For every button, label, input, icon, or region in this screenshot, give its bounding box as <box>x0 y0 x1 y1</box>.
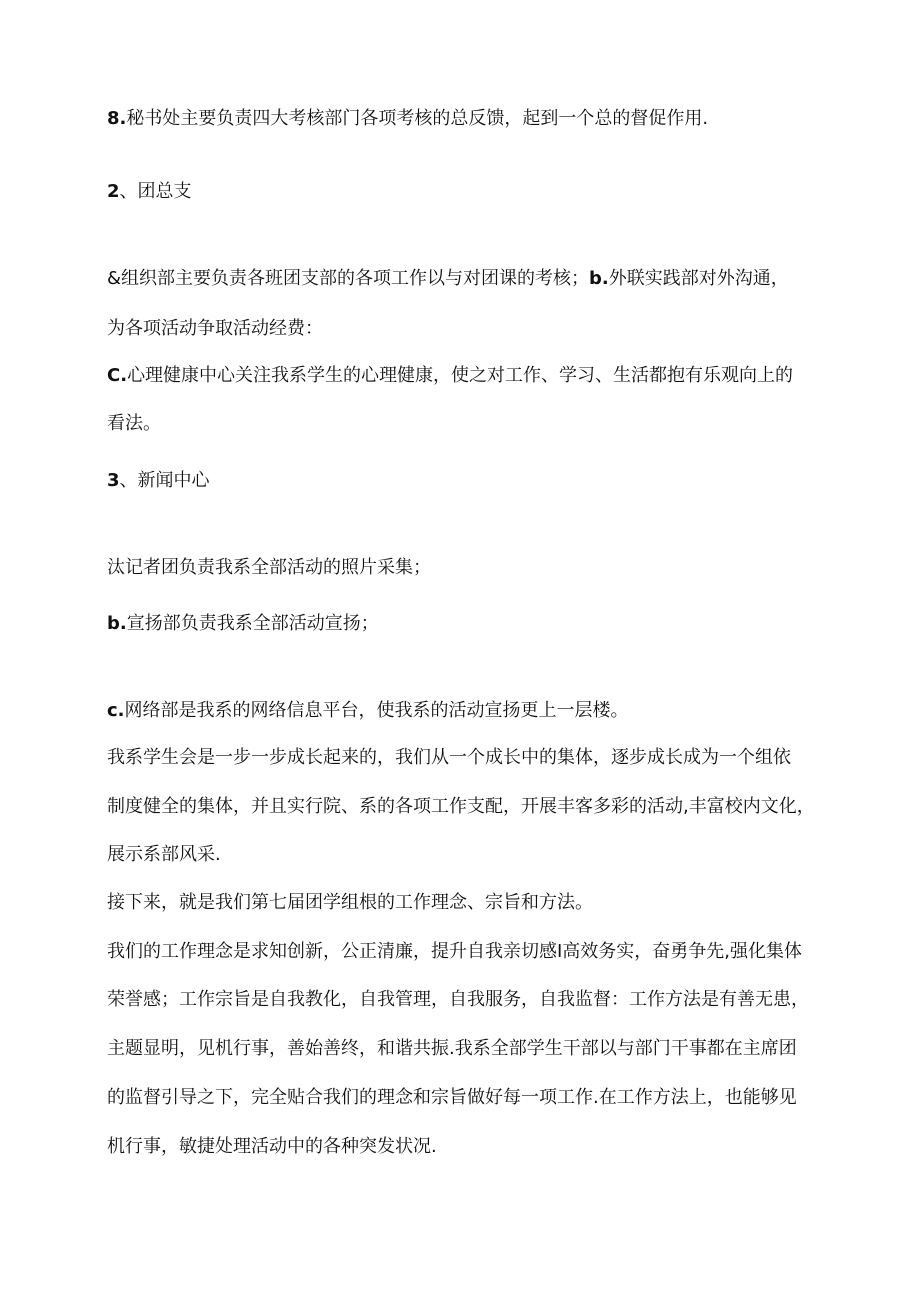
text-line: 主题显明，见机行事，善始善终，和谐共振.我系全部学生干部以与部门干事都在主席团 <box>107 1038 797 1059</box>
text-line: 荣誉感；工作宗旨是自我教化，自我管理，自我服务，自我监督：工作方法是有善无患， <box>107 989 809 1010</box>
text-line: c.网络部是我系的网络信息平台，使我系的活动宣扬更上一层楼。 <box>107 700 629 721</box>
text-line: 我们的工作理念是求知创新，公正清廉，提升自我亲切感I高效务实，奋勇争先,强化集体 <box>107 941 803 962</box>
section-heading: 2、团总支 <box>107 181 192 202</box>
text-line: 我系学生会是一步一步成长起来的，我们从一个成长中的集体，逐步成长成为一个组依 <box>107 747 791 768</box>
section-heading: 3、新闻中心 <box>107 470 210 491</box>
text-line: b.宣扬部负责我系全部活动宣扬； <box>107 613 379 634</box>
text-line: 的监督引导之下，完全贴合我们的理念和宗旨做好每一项工作.在工作方法上，也能够见 <box>107 1087 797 1108</box>
text-line: &组织部主要负责各班团支部的各项工作以与对团课的考核；b.外联实践部对外沟通， <box>107 268 789 289</box>
text-line: 展示系部风采. <box>107 844 221 865</box>
text-line: 8.秘书处主要负责四大考核部门各项考核的总反馈，起到一个总的督促作用. <box>107 108 709 129</box>
text-line: 汰记者团负责我系全部活动的照片采集； <box>107 557 431 578</box>
text-line: 机行事，敏捷处理活动中的各种突发状况. <box>107 1136 437 1157</box>
text-line: 看法。 <box>107 413 161 434</box>
text-line: 接下来，就是我们第七届团学组根的工作理念、宗旨和方法。 <box>107 892 593 913</box>
text-line: 为各项活动争取活动经费： <box>107 318 323 339</box>
text-line: C.心理健康中心关注我系学生的心理健康，使之对工作、学习、生活都抱有乐观向上的 <box>107 365 794 386</box>
text-line: 制度健全的集体，并且实行院、系的各项工作支配，开展丰客多彩的活动,丰富校内文化， <box>107 796 815 817</box>
